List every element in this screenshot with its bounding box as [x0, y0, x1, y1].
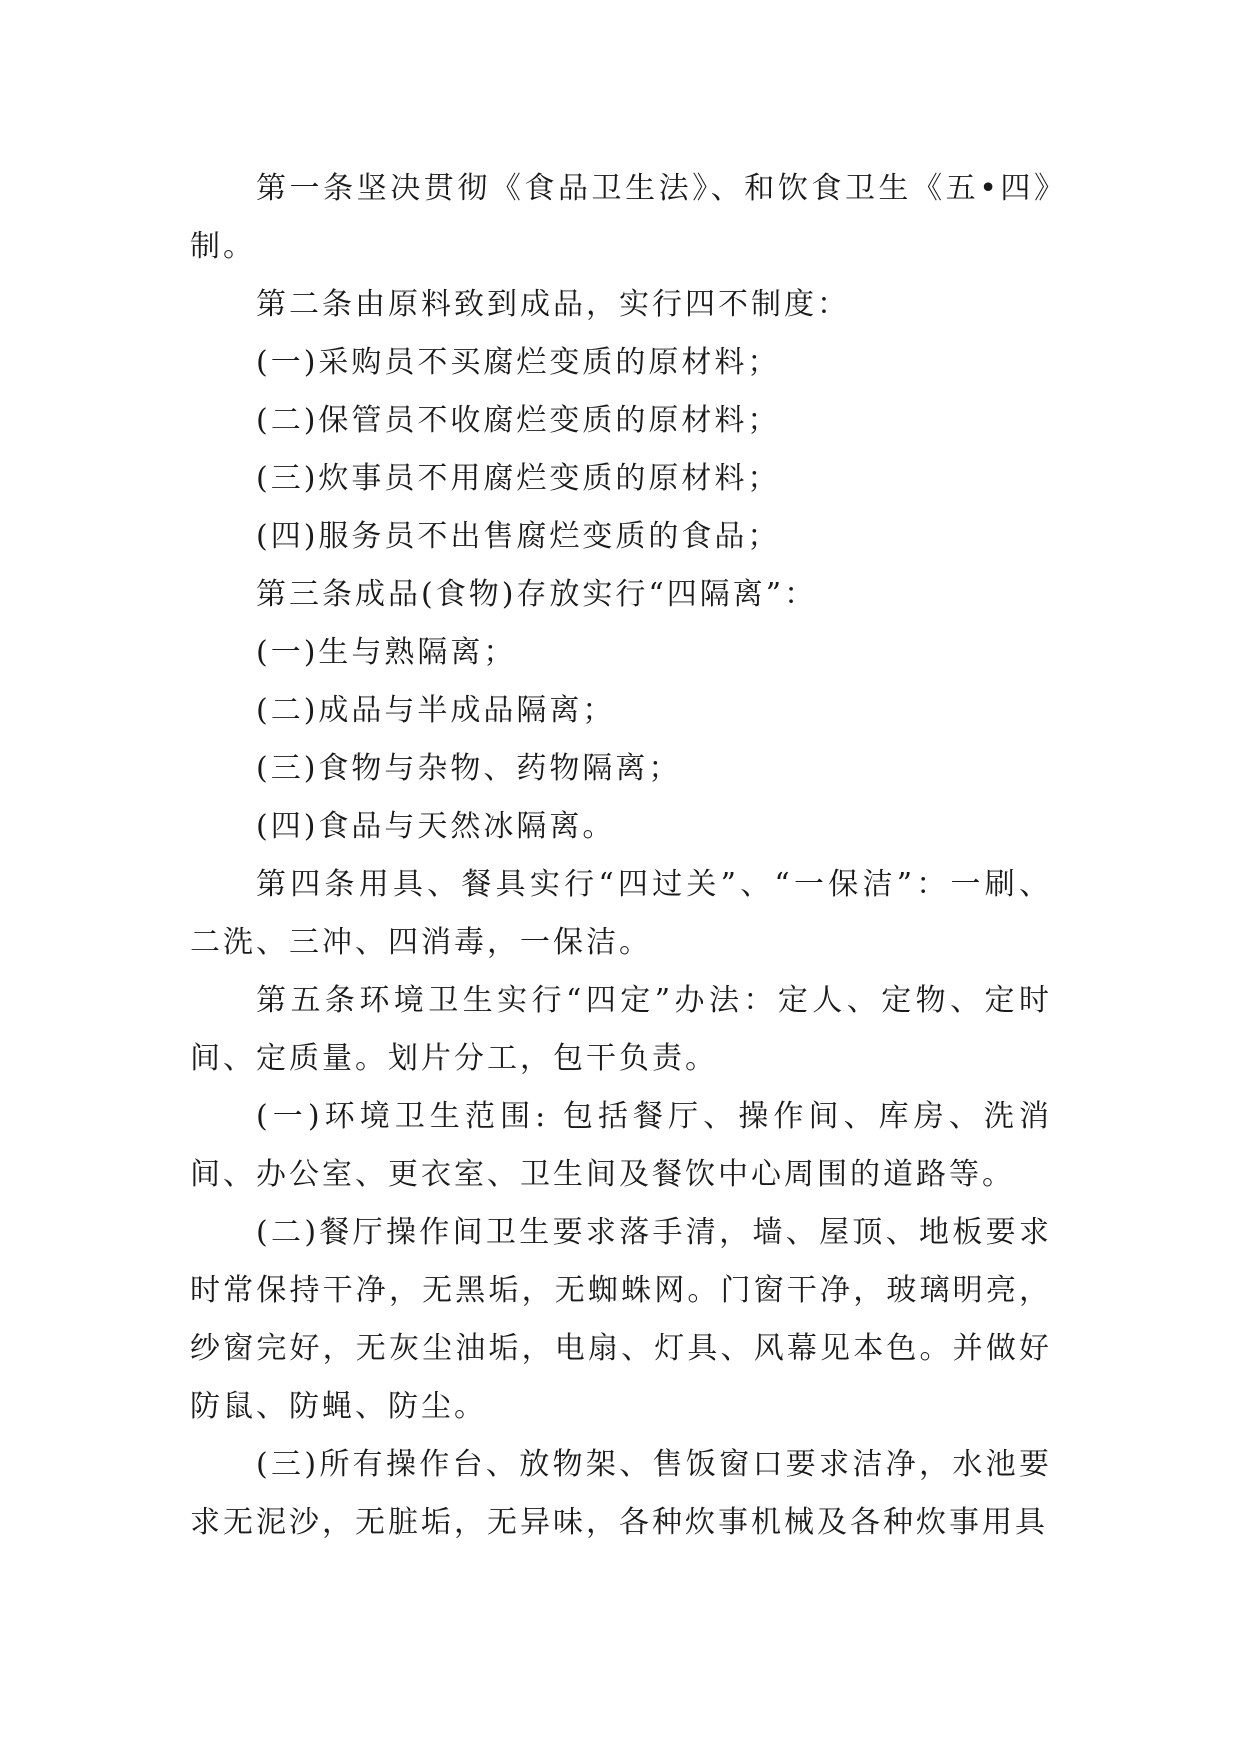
article-3-item-3: (三)食物与杂物、药物隔离； [256, 751, 682, 786]
article-3-item-4: (四)食品与天然冰隔离。 [256, 809, 616, 844]
article-2-item-3: (三)炊事员不用腐烂变质的原材料； [256, 461, 781, 496]
article-3-paragraph: 第三条成品(食物)存放实行“四隔离”： [256, 577, 818, 612]
article-3-item-1: (一)生与熟隔离； [256, 635, 517, 670]
article-5-item-3: (三)所有操作台、放物架、售饭窗口要求洁净，水池要求无泥沙，无脏垢，无异味，各种炊事机械及各种炊事用具 [190, 1447, 1052, 1540]
article-5-paragraph: 第五条环境卫生实行“四定”办法：定人、定物、定时间、定质量。划片分工，包干负责。 [190, 983, 1052, 1076]
article-1-paragraph: 第一条坚决贯彻《食品卫生法》、和饮食卫生《五•四》制。 [190, 171, 1052, 264]
article-2-item-1: (一)采购员不买腐烂变质的原材料； [256, 345, 781, 380]
article-5-item-2: (二)餐厅操作间卫生要求落手清，墙、屋顶、地板要求时常保持干净，无黑垢，无蜘蛛网。门窗干净，玻璃明亮，纱窗完好，无灰尘油垢，电扇、灯具、风幕见本色。并做好防鼠、防蝇、防尘。 [190, 1215, 1052, 1424]
article-3-item-2: (二)成品与半成品隔离； [256, 693, 616, 728]
article-2-paragraph: 第二条由原料致到成品，实行四不制度： [256, 287, 850, 322]
article-2-item-2: (二)保管员不收腐烂变质的原材料； [256, 403, 781, 438]
article-5-item-1: (一)环境卫生范围: 包括餐厅、操作间、库房、洗消间、办公室、更衣室、卫生间及餐饮中心周围的道路等。 [190, 1099, 1052, 1192]
article-4-paragraph: 第四条用具、餐具实行“四过关”、“一保洁”：一刷、二洗、三冲、四消毒，一保洁。 [190, 867, 1052, 960]
document-body [190, 160, 1052, 1552]
article-2-item-4: (四)服务员不出售腐烂变质的食品； [256, 519, 781, 554]
